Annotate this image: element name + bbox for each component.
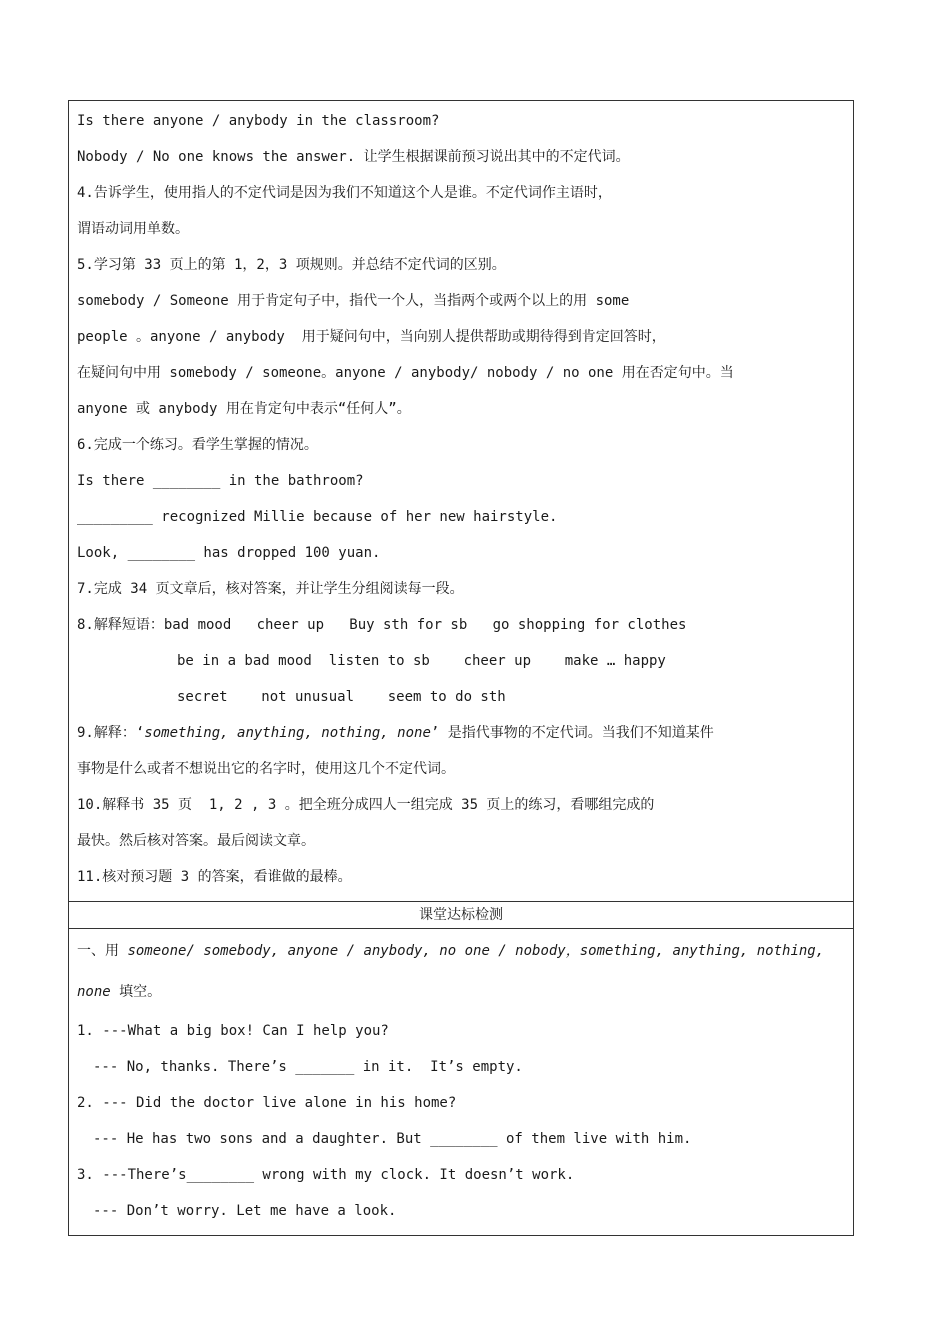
text-line: 11.核对预习题 3 的答案，看谁做的最棒。 xyxy=(77,869,352,885)
item-9-terms: something, anything, nothing, none xyxy=(144,725,431,741)
text-line: Is there ________ in the bathroom? xyxy=(77,473,364,489)
phrases-line: be in a bad mood listen to sb cheer up make … happy xyxy=(177,653,666,669)
text-line: Look, ________ has dropped 100 yuan. xyxy=(77,545,381,561)
text-line: _________ recognized Millie because of her new hairstyle. xyxy=(77,509,558,525)
question-1: 1. ---What a big box! Can I help you? xyxy=(77,1023,389,1039)
text-line: somebody / Someone 用于肯定句子中，指代一个人，当指两个或两个以上的用 some xyxy=(77,293,630,309)
answer-1: --- No, thanks. There’s _______ in it. It’s empty. xyxy=(93,1059,523,1075)
text-line: people 。anyone / anybody 用于疑问句中，当向别人提供帮助或期待得到肯定回答时， xyxy=(77,329,666,345)
item-9-suffix: ’ 是指代事物的不定代词。当我们不知道某件 xyxy=(430,725,714,741)
text-line: 6.完成一个练习。看学生掌握的情况。 xyxy=(77,437,318,453)
item-9-prefix: 9.解释：‘ xyxy=(77,725,145,741)
text-line: 4.告诉学生，使用指人的不定代词是因为我们不知道这个人是谁。不定代词作主语时， xyxy=(77,185,612,201)
text-line: 最快。然后核对答案。最后阅读文章。 xyxy=(77,833,315,849)
text-line: 10.解释书 35 页 1, 2 , 3 。把全班分成四人一组完成 35 页上的练习，看哪组完成的 xyxy=(77,797,655,813)
intro-terms-cont: none xyxy=(77,984,111,1000)
question-3: 3. ---There’s________ wrong with my clock. It doesn’t work. xyxy=(77,1167,575,1183)
intro-prefix: 一、用 xyxy=(77,943,128,959)
text-line: 谓语动词用单数。 xyxy=(77,221,189,237)
text-line: 5.学习第 33 页上的第 1，2，3 项规则。并总结不定代词的区别。 xyxy=(77,257,506,273)
exercise-intro xyxy=(77,931,845,972)
lesson-table xyxy=(68,100,854,1236)
intro-terms: someone/ somebody, anyone / anybody, no one / nobody，something, anything, nothing, xyxy=(127,943,825,959)
answer-3: --- Don’t worry. Let me have a look. xyxy=(93,1203,397,1219)
text-line: 7.完成 34 页文章后，核对答案，并让学生分组阅读每一段。 xyxy=(77,581,464,597)
section-title: 课堂达标检测 xyxy=(69,901,853,928)
exercise-cell xyxy=(69,928,853,1235)
lesson-steps-cell xyxy=(69,101,853,901)
answer-2: --- He has two sons and a daughter. But ________ of them live with him. xyxy=(93,1131,692,1147)
text-line: anyone 或 anybody 用在肯定句中表示“任何人”。 xyxy=(77,401,411,417)
text-line: Nobody / No one knows the answer. 让学生根据课前预习说出其中的不定代词。 xyxy=(77,149,630,165)
text-line: 在疑问句中用 somebody / someone。anyone / anybody/ nobody / no one 用在否定句中。当 xyxy=(77,365,734,381)
item-9-line xyxy=(77,715,845,751)
intro-suffix: 填空。 xyxy=(110,984,162,1000)
phrases-line: secret not unusual seem to do sth xyxy=(177,689,506,705)
exercise-intro-cont xyxy=(77,972,845,1013)
text-line: Is there anyone / anybody in the classroom? xyxy=(77,113,440,129)
text-line: 8.解释短语：bad mood cheer up Buy sth for sb go shopping for clothes xyxy=(77,617,687,633)
text-line: 事物是什么或者不想说出它的名字时，使用这几个不定代词。 xyxy=(77,761,455,777)
question-2: 2. --- Did the doctor live alone in his home? xyxy=(77,1095,457,1111)
